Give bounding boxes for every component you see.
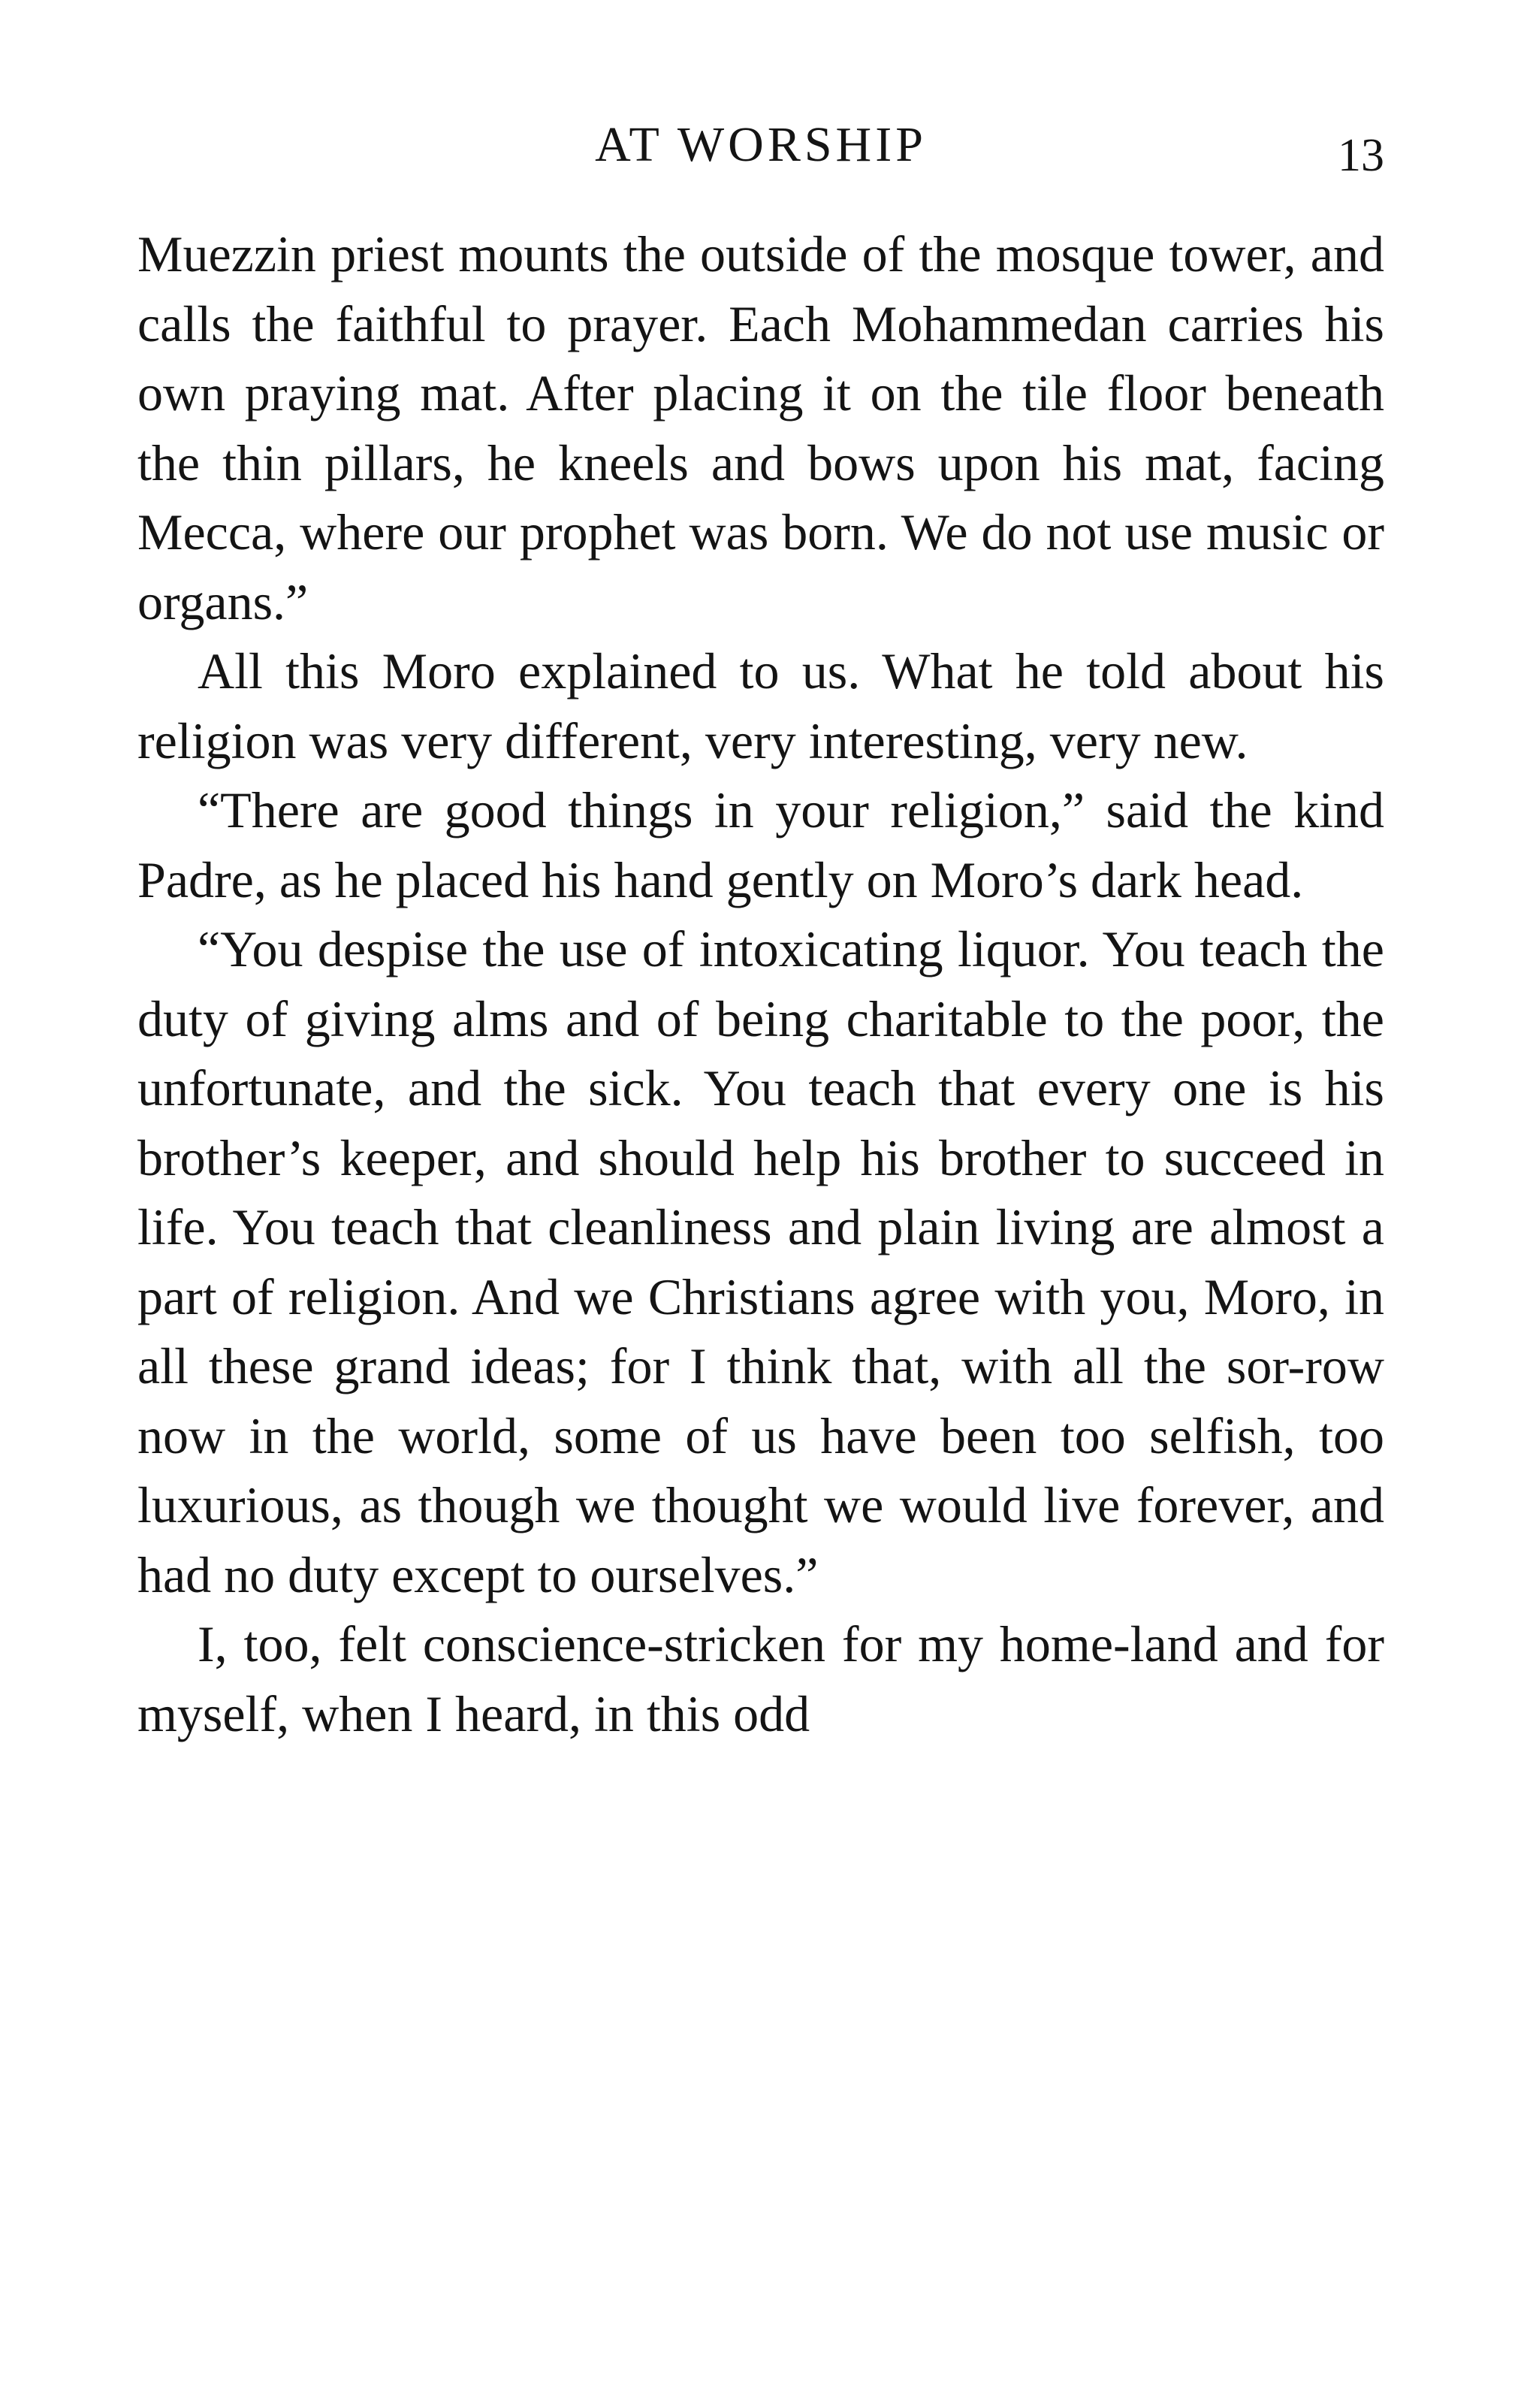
paragraph-5: I, too, felt conscience-stricken for my home-land and for myself, when I heard, in this odd [137,1615,1384,1742]
paragraph-1: Muezzin priest mounts the outside of the mosque tower, and calls the faithful to prayer. Each Mohammedan carries his own praying mat. After placing it on the tile floor beneath the thin pillars, he kneels and bows upon his mat, facing Mecca, where our prophet was born. We do not use music or organs.” [137,225,1384,630]
paragraph-3: “There are good things in your religion,” said the kind Padre, as he placed his hand gently on Moro’s dark head. [137,781,1384,908]
body-text [137,219,1384,1748]
running-head [137,111,1384,194]
paragraph-2: All this Moro explained to us. What he told about his religion was very different, very interesting, very new. [137,642,1384,769]
page-number: 13 [1338,130,1384,181]
chapter-title: AT WORSHIP [595,117,927,172]
paragraph-4: “You despise the use of intoxicating liquor. You teach the duty of giving alms and of being charitable to the poor, the unfortunate, and the sick. You teach that every one is his brother’s keeper, and should help his brother to succeed in life. You teach that cleanliness and plain living are almost a part of religion. And we Christians agree with you, Moro, in all these grand ideas; for I think that, with all the sor-row now in the world, some of us have been too selfish, too luxurious, as though we thought we would live forever, and had no duty except to ourselves.” [137,920,1384,1603]
